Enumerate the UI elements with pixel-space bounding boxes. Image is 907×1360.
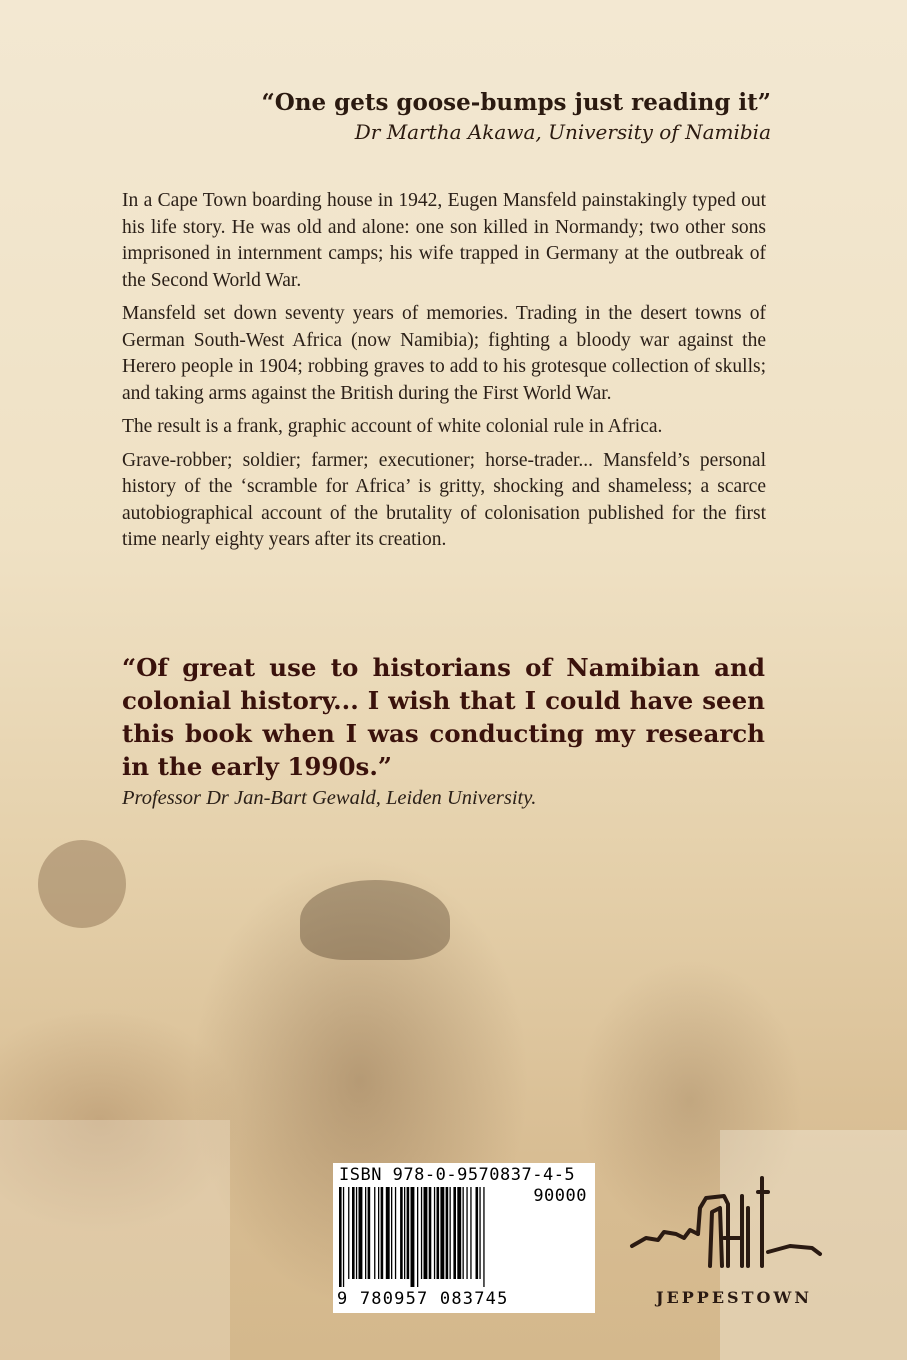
bottom-endorsement-attribution: Professor Dr Jan-Bart Gewald, Leiden University. [122, 787, 537, 809]
barcode-bar [368, 1187, 371, 1279]
barcode-bar [424, 1187, 428, 1279]
barcode-bar [356, 1187, 357, 1279]
barcode-bar [434, 1187, 435, 1279]
top-endorsement [262, 88, 772, 146]
top-endorsement-quote: “One gets goose-bumps just reading it” [261, 89, 771, 116]
barcode-bar [453, 1187, 456, 1279]
barcode-bar [440, 1187, 444, 1279]
barcode-bar [359, 1187, 363, 1279]
barcode-bar [476, 1187, 479, 1279]
barcode-bars [339, 1187, 589, 1287]
barcode-bar [348, 1187, 349, 1279]
barcode-bar [374, 1187, 375, 1279]
barcode-bar [404, 1187, 405, 1279]
barcode-bar [417, 1187, 418, 1287]
isbn-barcode [333, 1163, 595, 1313]
barcode-bar [407, 1187, 410, 1279]
blurb-paragraph: Grave-robber; soldier; farmer; executioner; horse-trader... Mansfeld’s personal history of the ‘scramble for Africa’ is gritty, shocking and shameless; a scarce autobiographical account of the brutality of colonisation published for the first time nearly eighty years after its creation. [122, 449, 766, 550]
barcode-bar [450, 1187, 451, 1279]
publisher-name: JEPPESTOWN [655, 1288, 812, 1307]
barcode-bar [411, 1187, 415, 1287]
barcode-bar [386, 1187, 390, 1279]
barcode-bar [421, 1187, 422, 1279]
blurb [122, 188, 766, 561]
skyline-icon [624, 1168, 844, 1286]
isbn-label: ISBN 978-0-9570837-4-5 [339, 1165, 576, 1185]
bottom-endorsement [122, 651, 765, 811]
barcode-bar [352, 1187, 355, 1279]
barcode-bar [365, 1187, 366, 1279]
barcode-bar [466, 1187, 467, 1279]
background-photo-detail [0, 1120, 230, 1360]
barcode-bar [437, 1187, 440, 1279]
publisher-logo [624, 1168, 844, 1318]
barcode-bar [457, 1187, 461, 1279]
barcode-bar [391, 1187, 392, 1279]
top-endorsement-attribution: Dr Martha Akawa, University of Namibia [354, 120, 771, 144]
barcode-bar [395, 1187, 396, 1279]
barcode-bar [339, 1187, 342, 1287]
blurb-paragraph: In a Cape Town boarding house in 1942, Eugen Mansfeld painstakingly typed out his life story. He was old and alone: one son killed in Normandy; two other sons imprisoned in internment camps; his wife trapped in Germany at the outbreak of the Second World War. [122, 190, 766, 291]
barcode-bar [343, 1187, 344, 1287]
barcode-bar [429, 1187, 432, 1279]
ean-digits: 9 780957 083745 [337, 1289, 509, 1309]
barcode-bar [381, 1187, 384, 1279]
barcode-bar [463, 1187, 464, 1279]
blurb-paragraph: Mansfeld set down seventy years of memories. Trading in the desert towns of German South-West Africa (now Namibia); fighting a bloody war against the Herero people in 1904; robbing graves to add to his grotesque collection of skulls; and taking arms against the British during the First World War. [122, 303, 766, 404]
barcode-bar [470, 1187, 471, 1279]
barcode-bar [378, 1187, 379, 1279]
bottom-endorsement-quote: “Of great use to historians of Namibian and colonial history... I wish that I could have seen this book when I was conducting my research in the early 1990s.” [122, 653, 765, 781]
barcode-bar [446, 1187, 449, 1279]
background-photo-detail [300, 880, 450, 960]
background-photo-detail [38, 840, 126, 928]
blurb-paragraph: The result is a frank, graphic account of white colonial rule in Africa. [122, 416, 663, 437]
barcode-bar [479, 1187, 480, 1279]
barcode-bar [483, 1187, 484, 1287]
price-code: 90000 [533, 1186, 587, 1206]
barcode-bar [400, 1187, 403, 1279]
